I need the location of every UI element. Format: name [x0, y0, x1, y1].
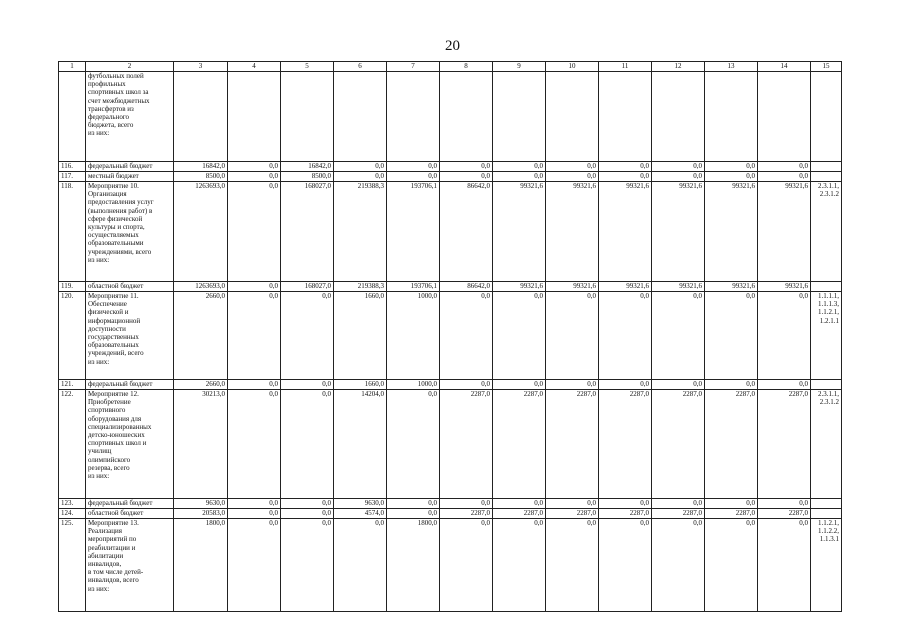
- value-cell: [334, 72, 387, 162]
- value-cell: 0,0: [652, 292, 705, 380]
- value-cell: 0,0: [228, 292, 281, 380]
- row-name: местный бюджет: [86, 172, 174, 182]
- value-cell: 1800,0: [174, 519, 228, 612]
- table-row: [59, 182, 842, 282]
- value-cell: 0,0: [705, 380, 758, 390]
- value-cell: 30213,0: [174, 390, 228, 499]
- value-cell: 0,0: [546, 499, 599, 509]
- value-cell: 0,0: [546, 162, 599, 172]
- value-cell: 0,0: [546, 380, 599, 390]
- header-cell-3: 3: [174, 62, 228, 72]
- value-cell: 0,0: [599, 519, 652, 612]
- row-number: 124.: [59, 509, 86, 519]
- header-cell-1: 1: [59, 62, 86, 72]
- value-cell: 0,0: [440, 499, 493, 509]
- value-cell: 16842,0: [174, 162, 228, 172]
- table-row: [59, 380, 842, 390]
- value-cell: 0,0: [599, 292, 652, 380]
- value-cell: 2287,0: [599, 390, 652, 499]
- value-cell: 2660,0: [174, 380, 228, 390]
- table-row: [59, 162, 842, 172]
- value-cell: 0,0: [493, 172, 546, 182]
- value-cell: 0,0: [387, 509, 440, 519]
- indicator-cell: [811, 282, 842, 292]
- row-name: областной бюджет: [86, 509, 174, 519]
- value-cell: 0,0: [652, 162, 705, 172]
- value-cell: 0,0: [228, 519, 281, 612]
- indicator-cell: [811, 172, 842, 182]
- value-cell: 9630,0: [174, 499, 228, 509]
- table-row: [59, 72, 842, 162]
- value-cell: 2287,0: [705, 390, 758, 499]
- value-cell: 99321,6: [493, 282, 546, 292]
- value-cell: 0,0: [705, 172, 758, 182]
- value-cell: 99321,6: [652, 182, 705, 282]
- table-row: [59, 509, 842, 519]
- indicator-cell: 1.1.2.1, 1.1.2.2, 1.1.3.1: [811, 519, 842, 612]
- budget-table: [58, 61, 842, 612]
- indicator-cell: [811, 380, 842, 390]
- value-cell: 0,0: [440, 292, 493, 380]
- value-cell: [758, 72, 811, 162]
- header-cell-5: 5: [281, 62, 334, 72]
- value-cell: 1263693,0: [174, 182, 228, 282]
- value-cell: 1000,0: [387, 292, 440, 380]
- value-cell: 8500,0: [174, 172, 228, 182]
- indicator-cell: [811, 499, 842, 509]
- value-cell: 0,0: [440, 162, 493, 172]
- value-cell: 0,0: [281, 509, 334, 519]
- value-cell: 99321,6: [599, 282, 652, 292]
- value-cell: 0,0: [228, 390, 281, 499]
- value-cell: 0,0: [228, 182, 281, 282]
- value-cell: 0,0: [281, 292, 334, 380]
- value-cell: 0,0: [440, 519, 493, 612]
- value-cell: 16842,0: [281, 162, 334, 172]
- header-cell-7: 7: [387, 62, 440, 72]
- value-cell: 0,0: [599, 172, 652, 182]
- value-cell: 14204,0: [334, 390, 387, 499]
- header-cell-6: 6: [334, 62, 387, 72]
- row-name: Мероприятие 11. Обеспечение физической и информационной доступности государственных образовательных учреждений, всего из них:: [86, 292, 174, 380]
- value-cell: 2287,0: [652, 509, 705, 519]
- value-cell: 0,0: [334, 519, 387, 612]
- value-cell: 2287,0: [758, 509, 811, 519]
- value-cell: 0,0: [493, 162, 546, 172]
- value-cell: 99321,6: [546, 282, 599, 292]
- row-number: 120.: [59, 292, 86, 380]
- table-body: [59, 62, 842, 612]
- value-cell: 2287,0: [440, 509, 493, 519]
- value-cell: [652, 72, 705, 162]
- value-cell: 0,0: [758, 519, 811, 612]
- value-cell: 0,0: [228, 499, 281, 509]
- row-number: [59, 72, 86, 162]
- value-cell: 99321,6: [705, 282, 758, 292]
- table-row: [59, 282, 842, 292]
- value-cell: 0,0: [493, 380, 546, 390]
- value-cell: 2660,0: [174, 292, 228, 380]
- value-cell: 0,0: [599, 380, 652, 390]
- value-cell: 0,0: [652, 519, 705, 612]
- row-number: 121.: [59, 380, 86, 390]
- value-cell: [493, 72, 546, 162]
- value-cell: 0,0: [228, 162, 281, 172]
- value-cell: [546, 72, 599, 162]
- value-cell: 0,0: [228, 282, 281, 292]
- header-cell-8: 8: [440, 62, 493, 72]
- value-cell: 2287,0: [599, 509, 652, 519]
- value-cell: 193706,1: [387, 282, 440, 292]
- value-cell: 0,0: [228, 172, 281, 182]
- value-cell: 20583,0: [174, 509, 228, 519]
- value-cell: 168027,0: [281, 182, 334, 282]
- value-cell: 2287,0: [652, 390, 705, 499]
- value-cell: [387, 72, 440, 162]
- value-cell: 0,0: [228, 380, 281, 390]
- value-cell: 9630,0: [334, 499, 387, 509]
- indicator-cell: 2.3.1.1, 2.3.1.2: [811, 182, 842, 282]
- value-cell: 2287,0: [493, 390, 546, 499]
- value-cell: 0,0: [758, 380, 811, 390]
- value-cell: 0,0: [546, 519, 599, 612]
- value-cell: 1263693,0: [174, 282, 228, 292]
- value-cell: 0,0: [228, 509, 281, 519]
- row-number: 123.: [59, 499, 86, 509]
- value-cell: 99321,6: [493, 182, 546, 282]
- value-cell: 0,0: [652, 172, 705, 182]
- value-cell: 0,0: [758, 292, 811, 380]
- value-cell: 0,0: [599, 162, 652, 172]
- value-cell: 2287,0: [493, 509, 546, 519]
- value-cell: 0,0: [705, 162, 758, 172]
- value-cell: [705, 72, 758, 162]
- value-cell: 1660,0: [334, 380, 387, 390]
- value-cell: [281, 72, 334, 162]
- value-cell: 2287,0: [546, 390, 599, 499]
- value-cell: 219388,3: [334, 182, 387, 282]
- value-cell: 193706,1: [387, 182, 440, 282]
- value-cell: 168027,0: [281, 282, 334, 292]
- value-cell: 1000,0: [387, 380, 440, 390]
- indicator-cell: [811, 162, 842, 172]
- value-cell: 99321,6: [758, 282, 811, 292]
- row-name: федеральный бюджет: [86, 380, 174, 390]
- table-row: [59, 172, 842, 182]
- value-cell: 86642,0: [440, 282, 493, 292]
- value-cell: [440, 72, 493, 162]
- value-cell: 1660,0: [334, 292, 387, 380]
- row-number: 118.: [59, 182, 86, 282]
- value-cell: 0,0: [281, 390, 334, 499]
- row-name: Мероприятие 12. Приобретение спортивного оборудования для специализированных детско-юношеских спортивных школ и училищ олимпийского резерва, всего из них:: [86, 390, 174, 499]
- table-row: [59, 499, 842, 509]
- header-cell-10: 10: [546, 62, 599, 72]
- value-cell: 0,0: [440, 380, 493, 390]
- row-number: 122.: [59, 390, 86, 499]
- value-cell: 99321,6: [758, 182, 811, 282]
- indicator-cell: 2.3.1.1, 2.3.1.2: [811, 390, 842, 499]
- value-cell: 0,0: [758, 162, 811, 172]
- value-cell: 0,0: [546, 172, 599, 182]
- value-cell: 0,0: [758, 172, 811, 182]
- header-cell-2: 2: [86, 62, 174, 72]
- header-row: [59, 62, 842, 72]
- value-cell: 0,0: [705, 519, 758, 612]
- row-number: 125.: [59, 519, 86, 612]
- indicator-cell: [811, 72, 842, 162]
- header-cell-11: 11: [599, 62, 652, 72]
- page-number: 20: [445, 38, 460, 54]
- value-cell: 0,0: [281, 499, 334, 509]
- row-name: областной бюджет: [86, 282, 174, 292]
- row-number: 119.: [59, 282, 86, 292]
- value-cell: 0,0: [758, 499, 811, 509]
- value-cell: 0,0: [599, 499, 652, 509]
- value-cell: 0,0: [387, 162, 440, 172]
- value-cell: 0,0: [705, 499, 758, 509]
- value-cell: 0,0: [387, 390, 440, 499]
- value-cell: 2287,0: [546, 509, 599, 519]
- row-name: Мероприятие 10. Организация предоставления услуг (выполнения работ) в сфере физической культуры и спорта, осуществляемых образовательными учреждениями, всего из них:: [86, 182, 174, 282]
- value-cell: 0,0: [705, 292, 758, 380]
- value-cell: [228, 72, 281, 162]
- value-cell: 0,0: [334, 162, 387, 172]
- row-name: федеральный бюджет: [86, 499, 174, 509]
- value-cell: 99321,6: [652, 282, 705, 292]
- value-cell: 0,0: [493, 519, 546, 612]
- indicator-cell: 1.1.1.1, 1.1.1.3, 1.1.2.1, 1.2.1.1: [811, 292, 842, 380]
- value-cell: 2287,0: [440, 390, 493, 499]
- value-cell: 2287,0: [705, 509, 758, 519]
- value-cell: 0,0: [281, 380, 334, 390]
- value-cell: 0,0: [546, 292, 599, 380]
- value-cell: 0,0: [440, 172, 493, 182]
- value-cell: 0,0: [387, 172, 440, 182]
- value-cell: 0,0: [652, 380, 705, 390]
- value-cell: [174, 72, 228, 162]
- value-cell: 0,0: [493, 499, 546, 509]
- value-cell: 0,0: [387, 499, 440, 509]
- value-cell: 8500,0: [281, 172, 334, 182]
- value-cell: 0,0: [334, 172, 387, 182]
- value-cell: 99321,6: [599, 182, 652, 282]
- header-cell-15: 15: [811, 62, 842, 72]
- row-name: Мероприятие 13. Реализация мероприятий по реабилитации и абилитации инвалидов, в том числе детей- инвалидов, всего из них:: [86, 519, 174, 612]
- value-cell: 0,0: [493, 292, 546, 380]
- table-row: [59, 292, 842, 380]
- value-cell: 1800,0: [387, 519, 440, 612]
- value-cell: 219388,3: [334, 282, 387, 292]
- header-cell-14: 14: [758, 62, 811, 72]
- table-row: [59, 390, 842, 499]
- header-cell-12: 12: [652, 62, 705, 72]
- table-row: [59, 519, 842, 612]
- value-cell: 86642,0: [440, 182, 493, 282]
- row-number: 116.: [59, 162, 86, 172]
- indicator-cell: [811, 509, 842, 519]
- value-cell: 99321,6: [705, 182, 758, 282]
- header-cell-13: 13: [705, 62, 758, 72]
- row-name: федеральный бюджет: [86, 162, 174, 172]
- header-cell-4: 4: [228, 62, 281, 72]
- row-name: футбольных полей профильных спортивных школ за счет межбюджетных трансфертов из федерального бюджета, всего из них:: [86, 72, 174, 162]
- row-number: 117.: [59, 172, 86, 182]
- header-cell-9: 9: [493, 62, 546, 72]
- value-cell: 4574,0: [334, 509, 387, 519]
- value-cell: 2287,0: [758, 390, 811, 499]
- value-cell: 99321,6: [546, 182, 599, 282]
- value-cell: 0,0: [281, 519, 334, 612]
- value-cell: [599, 72, 652, 162]
- value-cell: 0,0: [652, 499, 705, 509]
